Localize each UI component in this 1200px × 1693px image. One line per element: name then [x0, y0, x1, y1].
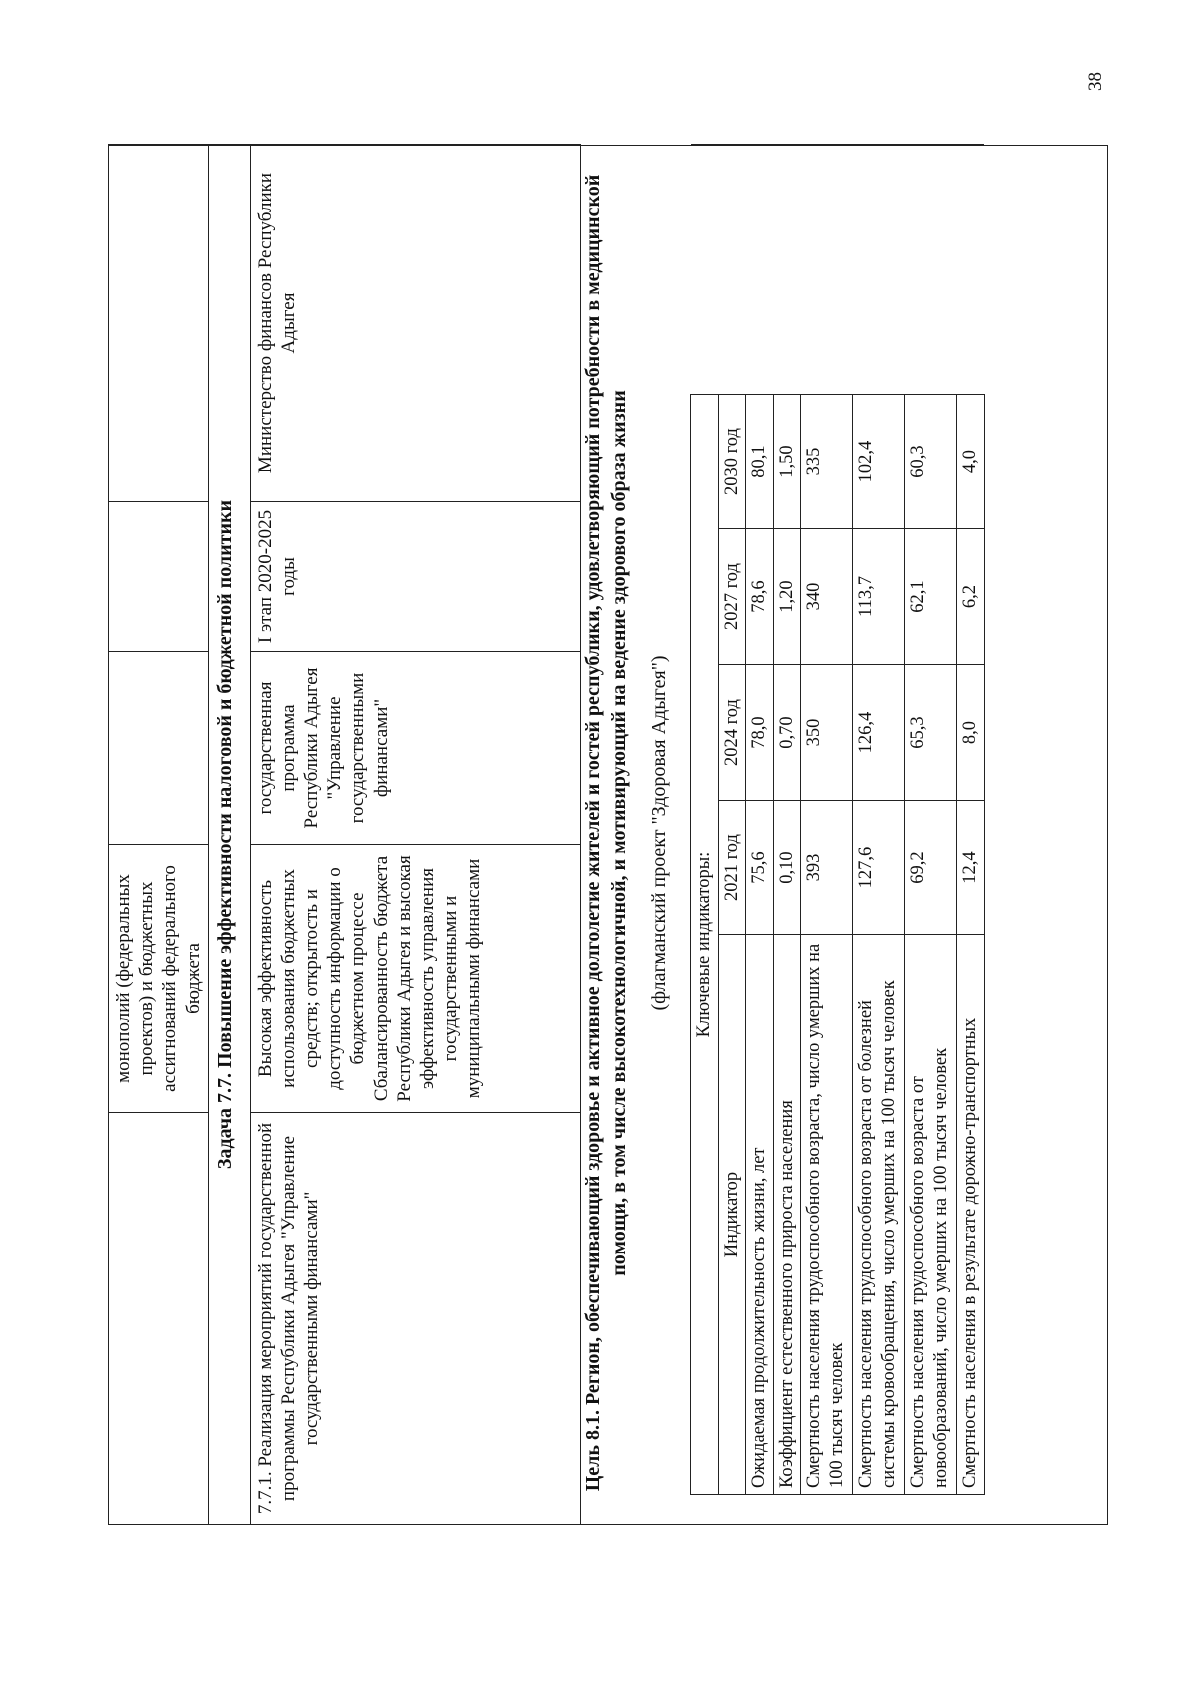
value-2030: 1,50 [773, 395, 801, 529]
period-cell: I этап 2020-2025 годы [250, 502, 580, 652]
result-cell: Высокая эффективность использования бюджетных средств; открытость и доступность информации о бюджетном процессе Сбалансированность бюджета Республики Адыгея и высокая эффективность управления государственными и муниципальными финансами [250, 845, 580, 1113]
right-empty [801, 145, 853, 395]
value-2030: 80,1 [746, 395, 774, 529]
value-2027: 6,2 [957, 529, 985, 665]
right-empty [905, 145, 957, 395]
cell-empty-3 [109, 502, 209, 652]
value-2021: 75,6 [746, 801, 774, 935]
measure-cell: 7.7.1. Реализация мероприятий государственной программы Республики Адыгея "Управление государственными финансами" [250, 1113, 580, 1525]
value-2024: 78,0 [746, 665, 774, 801]
header-indicator: Индикатор [718, 935, 746, 1495]
value-2024: 350 [801, 665, 853, 801]
value-2024: 65,3 [905, 665, 957, 801]
right-empty [718, 145, 746, 395]
indicators-caption: Ключевые индикаторы: [691, 395, 719, 1495]
indicator-name: Коэффициент естественного прироста населения [773, 935, 801, 1495]
continuation-text: монополий (федеральных проектов) и бюджетных ассигнований федерального бюджета [109, 845, 209, 1113]
right-empty [853, 145, 905, 395]
right-empty [957, 145, 985, 395]
value-2027: 113,7 [853, 529, 905, 665]
value-2024: 0,70 [773, 665, 801, 801]
value-2027: 1,20 [773, 529, 801, 665]
value-2024: 126,4 [853, 665, 905, 801]
executor-cell: Министерство финансов Республики Адыгея [250, 145, 580, 502]
indent-cell [853, 1495, 905, 1525]
indicator-name: Смертность населения трудоспособного возраста от новообразований, число умерших на 100 тысяч человек [905, 935, 957, 1495]
indent-cell [773, 1495, 801, 1525]
value-2027: 62,1 [905, 529, 957, 665]
value-2021: 393 [801, 801, 853, 935]
indicator-name: Ожидаемая продолжительность жизни, лет [746, 935, 774, 1495]
cell-empty-1 [109, 1113, 209, 1525]
indicators-table [690, 144, 985, 1525]
value-2021: 69,2 [905, 801, 957, 935]
indent-cell [905, 1495, 957, 1525]
cell-empty-4 [109, 145, 209, 502]
indicator-name: Смертность населения трудоспособного возраста от болезней системы кровообращения, число умерших на 100 тысяч человек [853, 935, 905, 1495]
value-2027: 340 [801, 529, 853, 665]
right-empty [746, 145, 774, 395]
indicator-name: Смертность населения в результате дорожно-транспортных [957, 935, 985, 1495]
value-2027: 78,6 [746, 529, 774, 665]
value-2021: 12,4 [957, 801, 985, 935]
table-row [905, 145, 957, 1525]
value-2030: 335 [801, 395, 853, 529]
indent-cell [746, 1495, 774, 1525]
instrument-cell: государственная программа Республики Адыгея "Управление государственными финансами" [250, 652, 580, 845]
value-2030: 4,0 [957, 395, 985, 529]
indicator-name: Смертность населения трудоспособного возраста, число умерших на 100 тысяч человек [801, 935, 853, 1495]
value-2030: 60,3 [905, 395, 957, 529]
right-empty [773, 145, 801, 395]
table-row [957, 145, 985, 1525]
cell-empty-2 [109, 652, 209, 845]
table-row [746, 145, 774, 1525]
indent-cell [718, 1495, 746, 1525]
indent-cell [801, 1495, 853, 1525]
value-2024: 8,0 [957, 665, 985, 801]
task-title: Задача 7.7. Повышение эффективности налоговой и бюджетной политики [208, 145, 250, 1525]
goal-title: Цель 8.1. Регион, обеспечивающий здоровье и активное долголетие жителей и гостей республики, удовлетворяющий потребности в медицинской помощи, в том числе высокотехнологичной, и мотивирующий на ведение здорового образа жизни [582, 174, 630, 1492]
table-row [773, 145, 801, 1525]
value-2021: 0,10 [773, 801, 801, 935]
value-2021: 127,6 [853, 801, 905, 935]
page-number: 38 [1085, 72, 1106, 91]
indent-cell [691, 1495, 719, 1525]
table-row [801, 145, 853, 1525]
indent-cell [957, 1495, 985, 1525]
header-2030: 2030 год [718, 395, 746, 529]
right-empty [691, 145, 719, 395]
header-2021: 2021 год [718, 801, 746, 935]
header-2027: 2027 год [718, 529, 746, 665]
continuation-row [108, 144, 581, 1525]
flagship-project: (флагманский проект "Здоровая Адыгея") [648, 655, 670, 1011]
value-2030: 102,4 [853, 395, 905, 529]
table-row [853, 145, 905, 1525]
header-2024: 2024 год [718, 665, 746, 801]
